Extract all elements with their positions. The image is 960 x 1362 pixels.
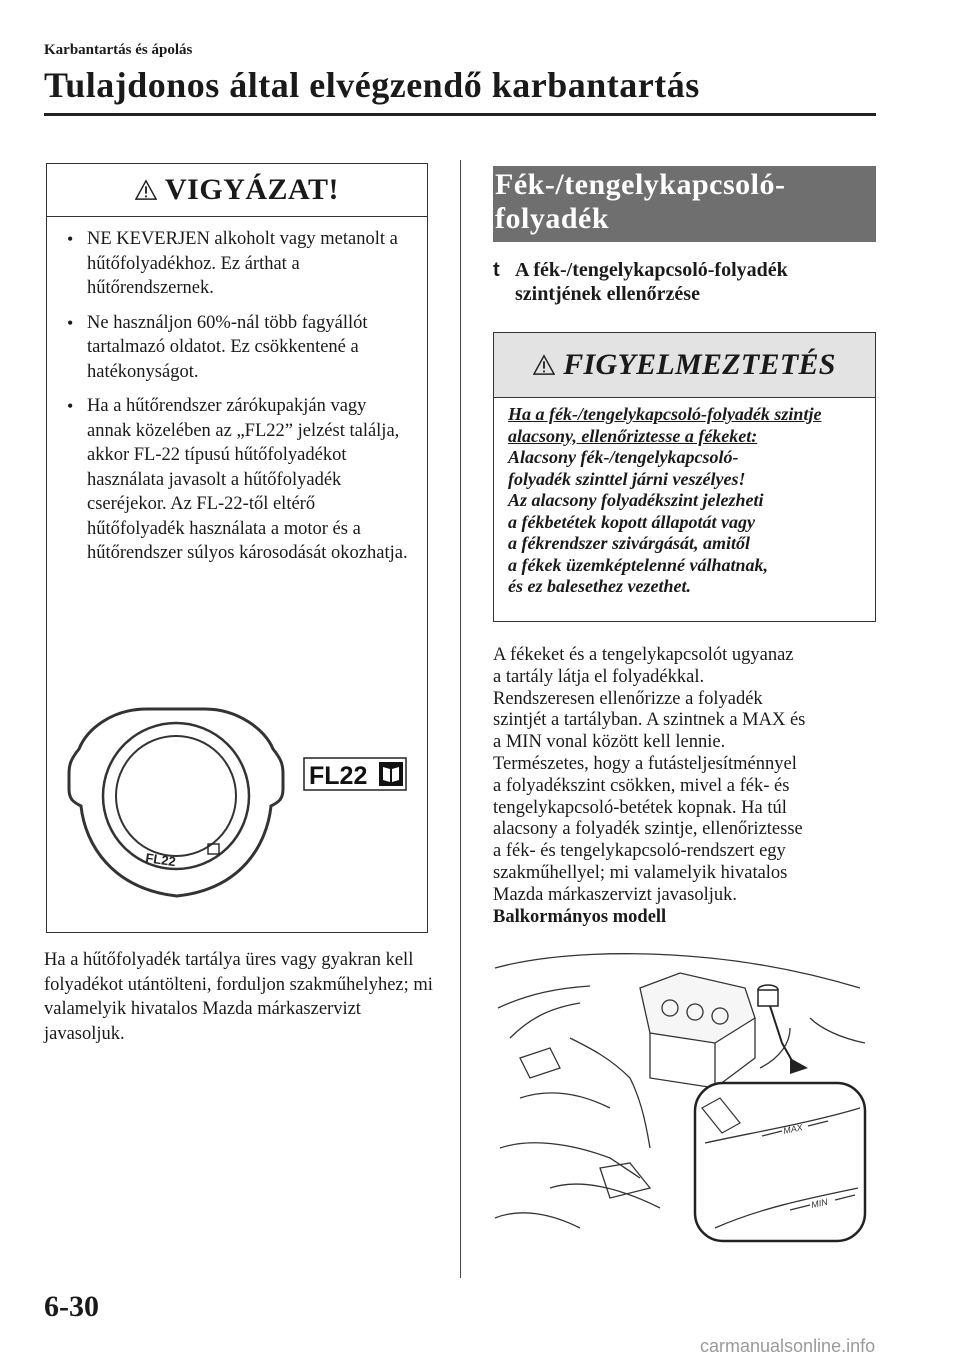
subheading <box>493 258 883 306</box>
header-section: Karbantartás és ápolás <box>44 42 193 58</box>
reservoir-detail <box>695 1083 865 1241</box>
subhead-bullet: t <box>493 259 500 281</box>
warning-text: Alacsony fék-/tengelykapcsoló- folyadék szinttel járni veszélyes! Az alacsony folyadékszint jelezheti a fékbetétek kopott állapotát vagy a fékrendszer szivárgását, amitől a fékek üzemképtelenné válhatnak, és ez balesethez vezethet. <box>508 447 768 596</box>
warning-title: FIGYELMEZTETÉS <box>563 348 836 381</box>
caution-list <box>47 217 427 566</box>
manual-book-icon <box>379 762 403 786</box>
max-label: MAX <box>782 1122 804 1136</box>
warning-triangle-icon <box>135 179 157 201</box>
watermark: carmanualsonline.info <box>700 1336 876 1356</box>
left-paragraph: Ha a hűtőfolyadék tartálya üres vagy gyakran kell folyadékot utántölteni, forduljon szakműhelyhez; mi valamelyik hivatalos Mazda márkaszervizt javasoljuk. <box>44 950 433 1044</box>
header-rule <box>44 113 876 116</box>
radiator-cap-illustration <box>67 704 417 904</box>
caution-item: • Ha a hűtőrendszer zárókupakján vagy annak közelében az „FL22” jelzést találja, akkor FL-22 típusú hűtőfolyadékot használata javasolt a hűtőfolyadék cseréjekor. Az FL-22-től eltérő hűtőfolyadék használata a motor és a hűtőrendszer súlyos károsodását okozhatja. <box>67 394 413 566</box>
subhead-text: A fék-/tengelykapcsoló-folyadék szintjének ellenőrzése <box>515 259 788 305</box>
warning-underlined: Ha a fék-/tengelykapcsoló-folyadék szintje alacsony, ellenőriztesse a fékeket: <box>508 404 822 446</box>
engine-bay-illustration <box>490 948 870 1248</box>
min-label: MIN <box>810 1196 829 1210</box>
caution-header <box>47 164 427 217</box>
caution-item: • NE KEVERJEN alkoholt vagy metanolt a hűtőfolyadékhoz. Ez árthat a hűtőrendszernek. <box>67 227 413 301</box>
page-number: 6-30 <box>44 1290 99 1323</box>
page-title: Tulajdonos által elvégzendő karbantartás <box>44 65 700 105</box>
warning-triangle-icon <box>533 354 555 376</box>
left-hand-drive-label: Balkormányos modell <box>493 906 667 927</box>
fl22-label: FL22 <box>309 762 368 790</box>
warning-body <box>494 398 875 598</box>
caution-item: • Ne használjon 60%-nál több fagyállót tartalmazó oldatot. Ez csökkentené a hatékonyságot. <box>67 311 413 385</box>
section-title-bar <box>493 166 876 242</box>
caution-box <box>46 163 428 933</box>
section-title: Fék-/tengelykapcsoló- folyadék <box>495 168 786 235</box>
right-paragraph <box>493 645 883 928</box>
reservoir-cap-icon <box>758 985 778 1006</box>
warning-header <box>494 333 875 398</box>
right-paragraph-text: A fékeket és a tengelykapcsolót ugyanaz a tartály látja el folyadékkal. Rendszeresen ellenőrizze a folyadék szintjét a tartályban. A szintnek a MAX és a MIN vonal között kell lennie. Természetes, hogy a futásteljesítménnyel a folyadékszint csökken, mivel a fék- és tengelykapcsoló-betétek kopnak. Ha túl alacsony a folyadék szintje, ellenőriztesse a fék- és tengelykapcsoló-rendszert egy szakműhellyel; mi valamelyik hivatalos Mazda márkaszervizt javasoljuk. <box>493 645 806 905</box>
column-divider <box>460 160 461 1278</box>
caution-title: VIGYÁZAT! <box>165 173 339 206</box>
svg-text:FL22: FL22 <box>144 850 177 870</box>
warning-box <box>493 332 876 622</box>
